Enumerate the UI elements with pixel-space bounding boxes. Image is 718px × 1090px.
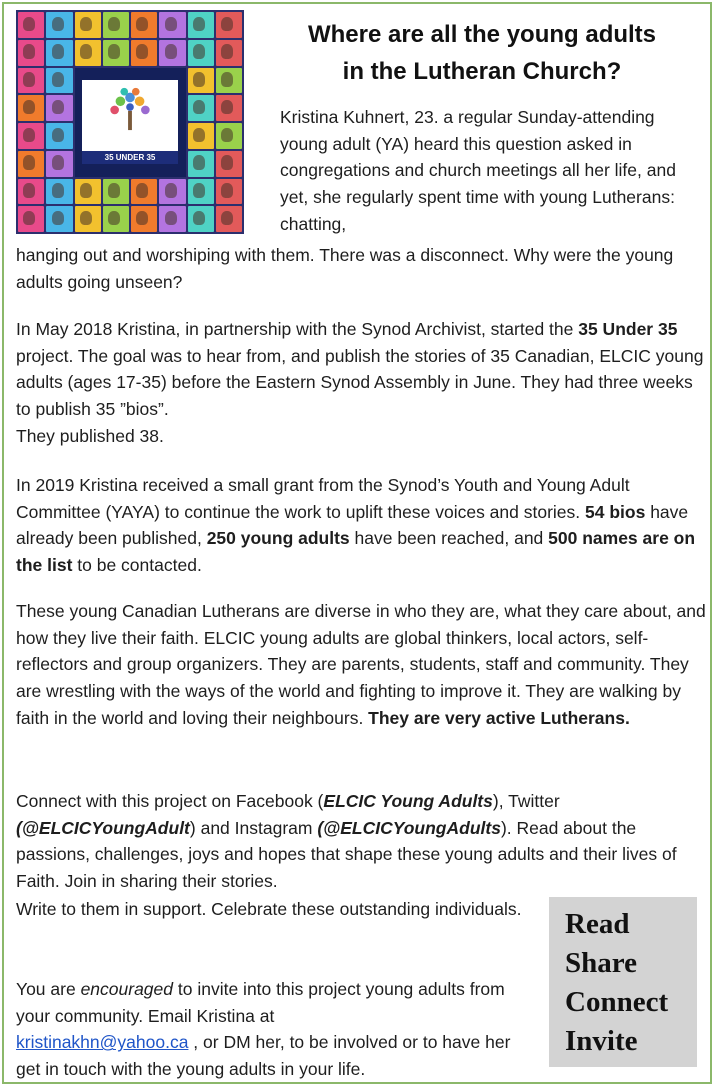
- text-run: to invite into this project young adults from your community. Email Kristina at: [16, 979, 505, 1026]
- text-run: project. The goal was to hear from, and publish the stories of 35 Canadian, ELCIC young adults (ages 17-35) before the Eastern Synod Assembly in June. They had three weeks to publish 35 ”bios”.: [16, 345, 704, 420]
- invite-paragraph: [16, 976, 536, 1083]
- collage-photo-tile: [159, 179, 185, 205]
- collage-photo-tile: [216, 12, 242, 38]
- collage-photo-tile: [75, 12, 101, 38]
- collage-photo-tile: [188, 68, 214, 94]
- collage-photo-tile: [18, 123, 44, 149]
- collage-photo-tile: [103, 40, 129, 66]
- collage-photo-tile: [188, 151, 214, 177]
- support-paragraph: Write to them in support. Celebrate these outstanding individuals.: [16, 899, 522, 919]
- cta-invite: Invite: [565, 1025, 638, 1057]
- intro-paragraph: Kristina Kuhnert, 23. a regular Sunday-attending young adult (YA) heard this question asked in congregations and church meetings all her life, and yet, she regularly spent time with young Lutherans: chatting,: [280, 107, 676, 234]
- collage-photo-tile: [46, 206, 72, 232]
- collage-photo-tile: [46, 12, 72, 38]
- collage-photo-tile: [216, 179, 242, 205]
- collage-photo-tile: [46, 179, 72, 205]
- text-run: Connect with this project on Facebook (: [16, 791, 324, 811]
- collage-photo-tile: [188, 95, 214, 121]
- collage-photo-tile: [216, 95, 242, 121]
- email-link[interactable]: kristinakhn@yahoo.ca: [16, 1032, 189, 1053]
- title-line-1: Where are all the young adults: [307, 21, 657, 48]
- project-name-bold: 35 Under 35: [578, 319, 678, 339]
- collage-photo-tile: [75, 40, 101, 66]
- collage-photo-tile: [18, 68, 44, 94]
- collage-photo-tile: [103, 206, 129, 232]
- collage-photo-tile: [131, 12, 157, 38]
- connect-paragraph: [16, 788, 708, 895]
- tree-icon: [101, 84, 159, 132]
- eastern-synod-logo: [82, 80, 178, 164]
- collage-photo-tile: [75, 179, 101, 205]
- page-title: [256, 16, 708, 90]
- cta-read: Read: [565, 908, 630, 940]
- collage-photo-tile: [46, 40, 72, 66]
- text-run: ). Read about the passions, challenges, joys and hopes that shape these young adults and their lives of Faith. Join in sharing their stories.: [16, 817, 677, 892]
- collage-photo-tile: [46, 123, 72, 149]
- collage-photo-tile: [188, 12, 214, 38]
- text-run: , or DM her, to be involved or to have her get in touch with the young adults in your life.: [16, 1032, 511, 1080]
- text-run: ), Twitter: [492, 791, 560, 811]
- text-run: ) and Instagram: [189, 817, 318, 838]
- text-run: have already been published,: [16, 501, 689, 549]
- collage-photo-tile: [18, 95, 44, 121]
- title-line-2: in the Lutheran Church?: [342, 58, 622, 85]
- text-run: In May 2018 Kristina, in partnership with the Synod Archivist, started the: [16, 319, 579, 339]
- active-lutherans-bold: They are very active Lutherans.: [368, 707, 630, 728]
- collage-photo-tile: [18, 179, 44, 205]
- cta-share: Share: [565, 947, 637, 979]
- collage-photo-tile: [103, 12, 129, 38]
- collage-photo-tile: [18, 12, 44, 38]
- project-start-paragraph: [16, 316, 708, 450]
- text-run: They published 38.: [16, 425, 164, 446]
- reached-count-bold: 250 young adults: [206, 528, 350, 549]
- collage-photo-tile: [188, 206, 214, 232]
- diversity-paragraph: [16, 598, 708, 732]
- text-run: In 2019 Kristina received a small grant from the Synod’s Youth and Young Adult Committee (YAYA) to continue the work to uplift these voices and stories.: [16, 475, 630, 522]
- collage-photo-tile: [103, 179, 129, 205]
- collage-photo-tile: [18, 151, 44, 177]
- 35-under-35-collage-image: [16, 10, 244, 234]
- twitter-handle: (@ELCICYoungAdult: [16, 817, 190, 838]
- collage-photo-tile: [216, 151, 242, 177]
- cta-connect: Connect: [565, 986, 669, 1018]
- collage-photo-tile: [188, 123, 214, 149]
- collage-photo-tile: [188, 179, 214, 205]
- collage-photo-tile: [216, 40, 242, 66]
- collage-photo-tile: [18, 206, 44, 232]
- collage-photo-tile: [46, 95, 72, 121]
- grant-paragraph: [16, 472, 708, 579]
- text-run: to be contacted.: [72, 555, 202, 576]
- facebook-handle: ELCIC Young Adults: [323, 791, 493, 811]
- collage-photo-tile: [131, 179, 157, 205]
- collage-photo-tile: [18, 40, 44, 66]
- collage-photo-tile: [46, 151, 72, 177]
- collage-photo-tile: [216, 206, 242, 232]
- collage-photo-tile: [75, 206, 101, 232]
- names-count-bold: 500 names are on the list: [16, 528, 696, 576]
- text-run: have been reached, and: [349, 528, 549, 549]
- collage-photo-tile: [159, 206, 185, 232]
- collage-photo-tile: [216, 123, 242, 149]
- collage-photo-tile: [159, 40, 185, 66]
- collage-photo-tile: [46, 68, 72, 94]
- collage-center-panel: [75, 68, 186, 177]
- encouraged-italic: encouraged: [80, 979, 174, 999]
- collage-photo-tile: [131, 206, 157, 232]
- text-run: You are: [16, 979, 81, 999]
- collage-photo-tile: [188, 40, 214, 66]
- collage-photo-tile: [131, 40, 157, 66]
- collage-photo-tile: [216, 68, 242, 94]
- bios-count-bold: 54 bios: [585, 501, 646, 522]
- collage-photo-tile: [159, 12, 185, 38]
- intro-paragraph-continued: hanging out and worshiping with them. There was a disconnect. Why were the young adults going unseen?: [16, 245, 674, 292]
- logo-caption: 35 UNDER 35: [82, 151, 178, 164]
- instagram-handle: (@ELCICYoungAdults: [317, 817, 501, 838]
- call-to-action-box: [549, 897, 697, 1067]
- text-run: These young Canadian Lutherans are diverse in who they are, what they care about, and how they live their faith. ELCIC young adults are global thinkers, local actors, self-reflectors and group organizers. They are parents, students, staff and community. They are wrestling with the ways of the world and fighting to improve it. They are walking by faith in the world and loving their neighbours.: [16, 601, 706, 728]
